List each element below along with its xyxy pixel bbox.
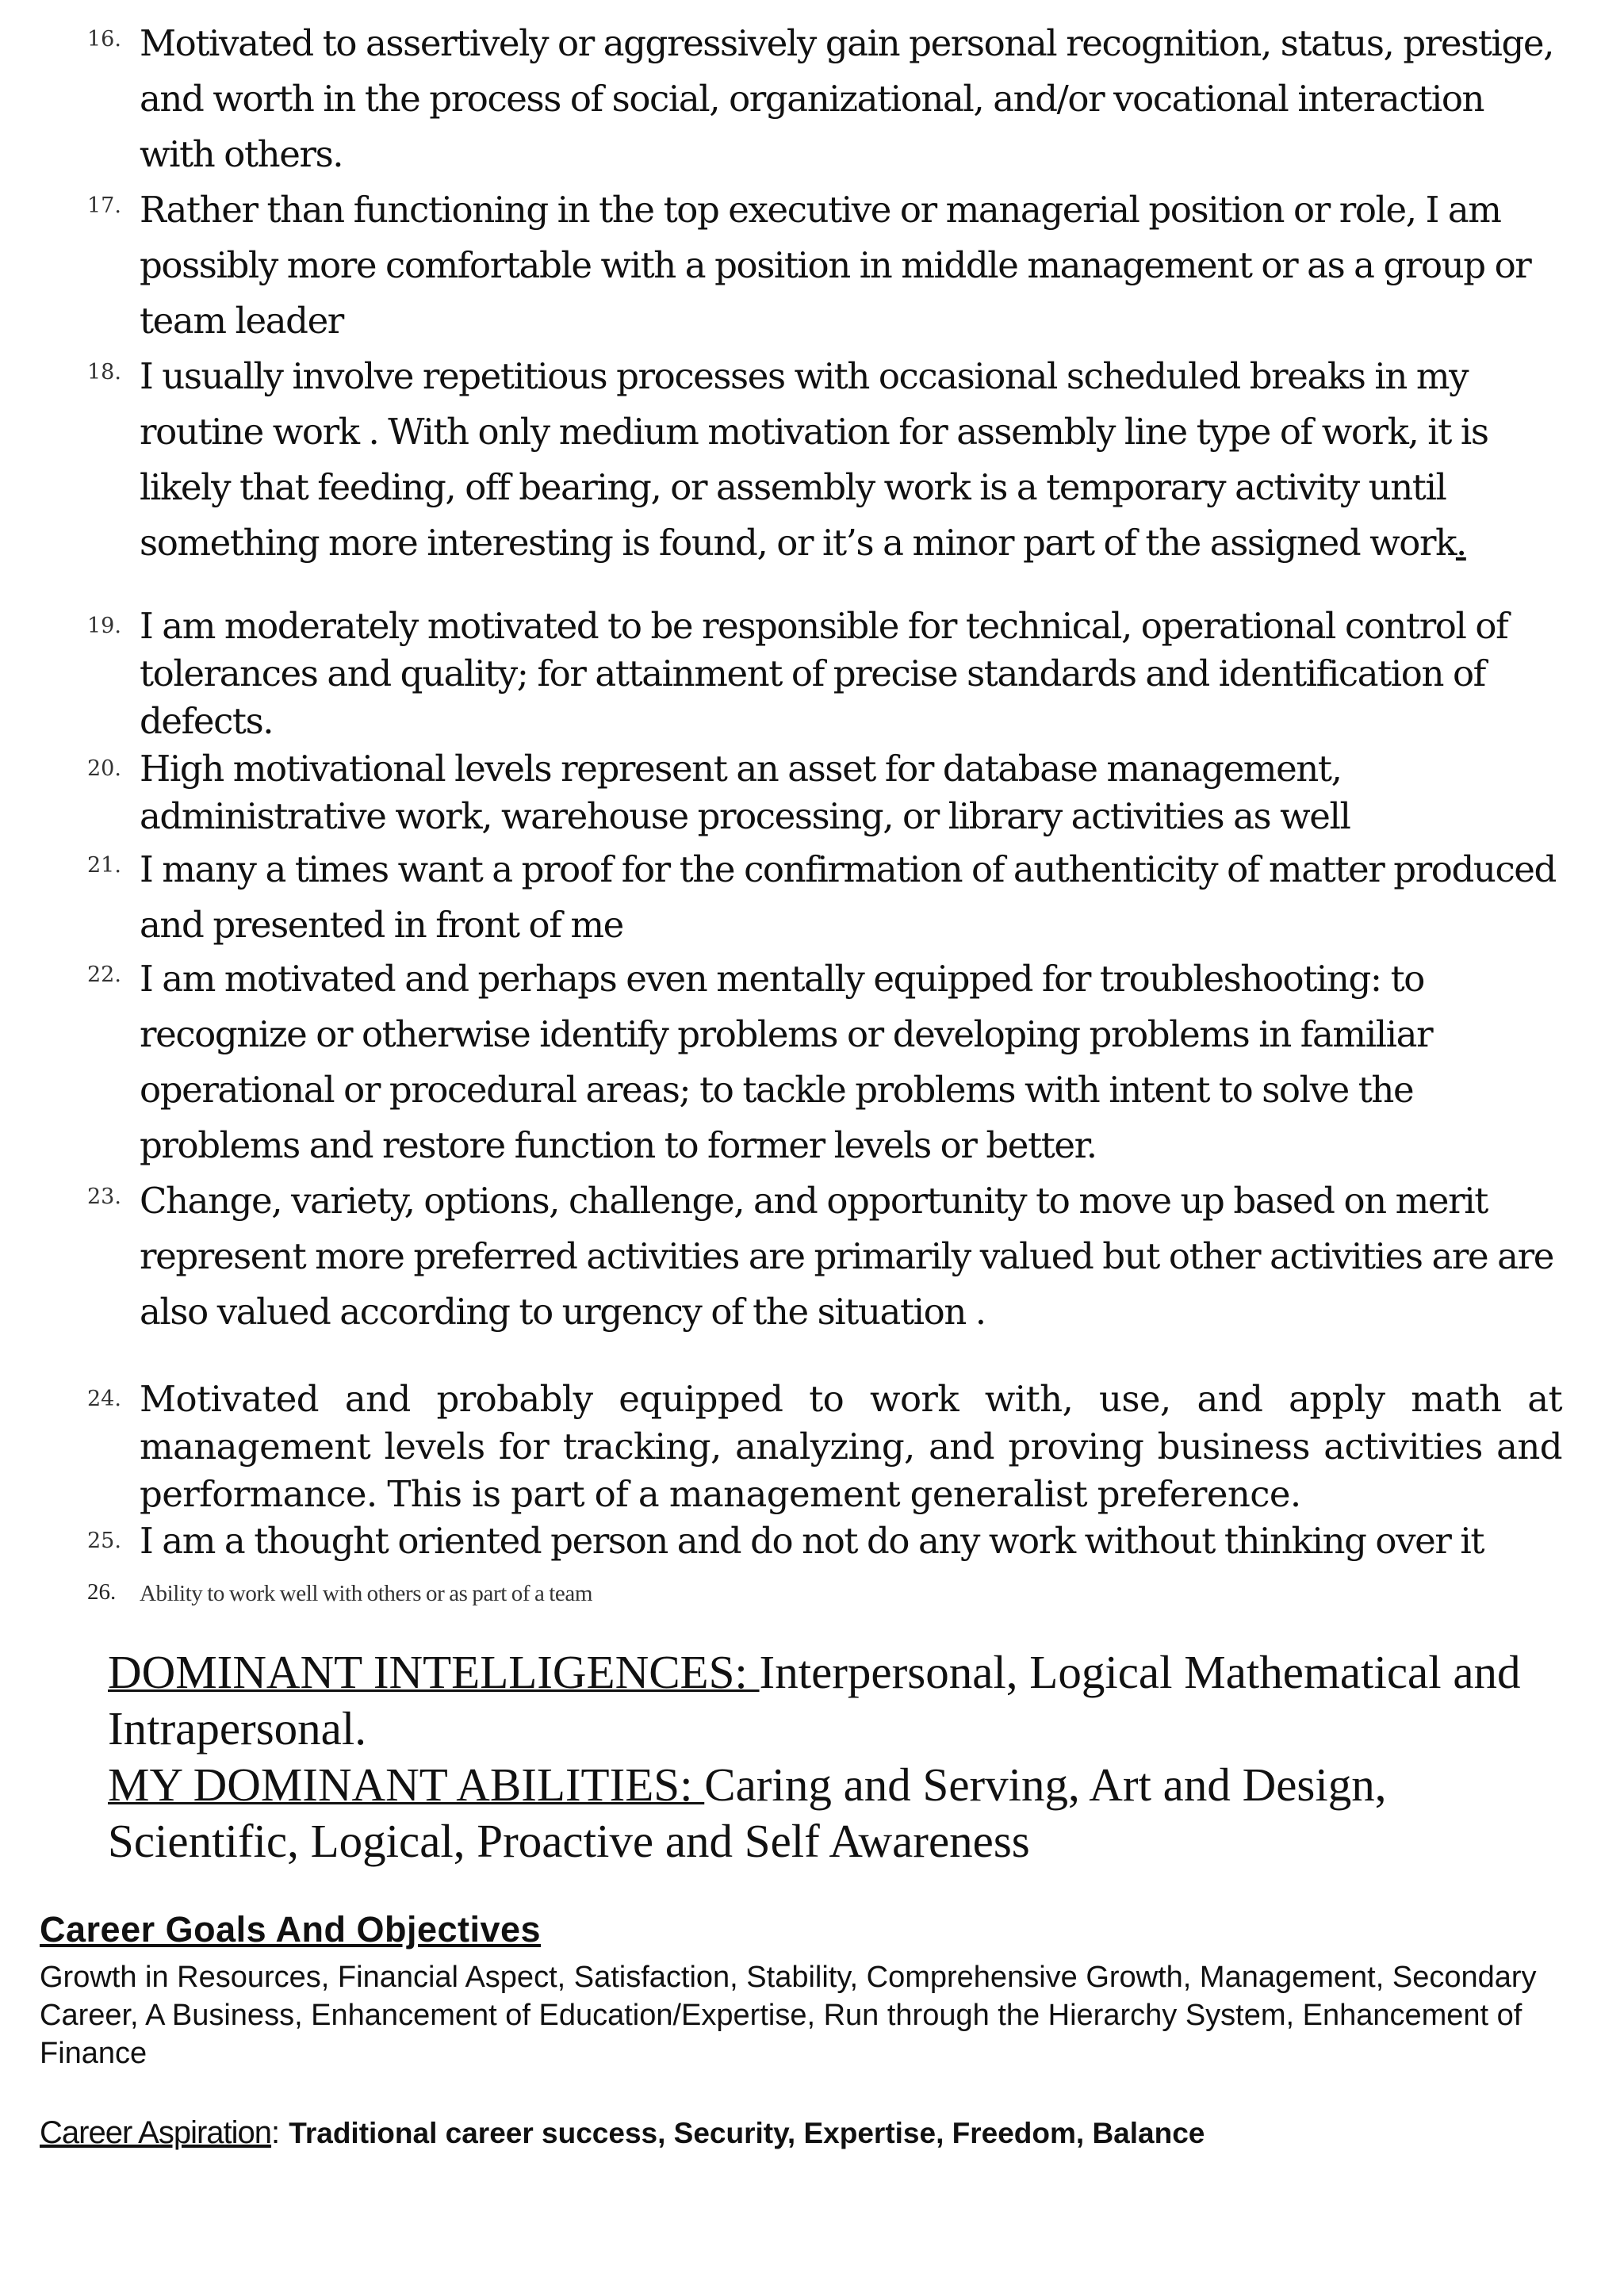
list-text: I am moderately motivated to be responsible for technical, operational control of tolerances and quality; for attainment of precise standards and identification of defects. — [140, 605, 1508, 742]
dominant-abilities-label: MY DOMINANT ABILITIES: — [108, 1758, 705, 1811]
list-item-26 — [87, 1578, 1562, 1609]
list-item-24 — [87, 1376, 1562, 1518]
list-text — [140, 349, 1562, 571]
list-text: Rather than functioning in the top executive or managerial position or role, I am possibly more comfortable with a position in middle management or as a group or team leader — [140, 189, 1531, 342]
list-text: Motivated to assertively or aggressively gain personal recognition, status, prestige, and worth in the process of social, organizational, and/or vocational interaction with others. — [140, 22, 1554, 175]
list-text: I am motivated and perhaps even mentally equipped for troubleshooting: to recognize or otherwise identify problems or developing problems in familiar operational or procedural areas; to tackle problems with intent to solve the problems and restore function to former levels or better. — [140, 958, 1433, 1166]
list-item-18 — [87, 349, 1562, 571]
dominant-intelligences-value: Interpersonal, Logical Mathematical and Intrapersonal. — [108, 1646, 1521, 1755]
career-aspiration — [40, 2112, 1594, 2154]
career-aspiration-values: Traditional career success, Security, Expertise, Freedom, Balance — [289, 2117, 1205, 2149]
list-item-25 — [87, 1517, 1562, 1565]
career-aspiration-separator: : — [271, 2115, 289, 2150]
list-number: 16. — [87, 27, 121, 52]
list-item-23 — [87, 1173, 1562, 1340]
list-text: High motivational levels represent an asset for database management, administrative work, warehouse processing, or library activities as well — [140, 748, 1350, 837]
dominant-section — [108, 1644, 1583, 1869]
list-item-16 — [87, 16, 1562, 182]
list-number: 21. — [87, 853, 121, 878]
list-text-end: . — [1455, 522, 1466, 564]
list-number: 18. — [87, 360, 121, 385]
list-text: Change, variety, options, challenge, and opportunity to move up based on merit represent more preferred activities are primarily valued but other activities are are also valued according to urgency of the situation . — [140, 1180, 1553, 1333]
list-number: 23. — [87, 1184, 121, 1209]
list-number: 17. — [87, 193, 121, 218]
list-number: 25. — [87, 1529, 121, 1553]
dominant-intelligences — [108, 1644, 1583, 1757]
list-text: Ability to work well with others or as part of a team — [140, 1581, 593, 1606]
list-text-main: I usually involve repetitious processes with occasional scheduled breaks in my routine work . With only medium motivation for assembly line type of work, it is likely that feeding, off bearing, or assembly work is a temporary activity until something more interesting is found, or it’s a minor part of the assigned work — [140, 355, 1488, 564]
list-number: 19. — [87, 614, 121, 638]
list-number: 24. — [87, 1387, 121, 1411]
dominant-abilities — [108, 1757, 1583, 1869]
list-number: 22. — [87, 962, 121, 987]
list-number: 20. — [87, 756, 121, 781]
list-text: I many a times want a proof for the confirmation of authenticity of matter produced and presented in front of me — [140, 848, 1556, 946]
list-item-21 — [87, 842, 1562, 953]
career-goals-heading: Career Goals And Objectives — [40, 1909, 542, 1950]
dominant-intelligences-label: DOMINANT INTELLIGENCES: — [108, 1646, 760, 1698]
list-item-17 — [87, 182, 1562, 349]
list-item-22 — [87, 951, 1562, 1173]
career-goals-text: Growth in Resources, Financial Aspect, Satisfaction, Stability, Comprehensive Growth, Management, Secondary Career, A Business, Enhancement of Education/Expertise, Run through the Hierarchy System, Enhancement of Finance — [40, 1961, 1537, 2070]
list-item-19 — [87, 603, 1562, 745]
list-item-20 — [87, 745, 1562, 840]
dominant-abilities-value: Caring and Serving, Art and Design, Scientific, Logical, Proactive and Self Awareness — [108, 1758, 1387, 1867]
list-number: 26. — [87, 1579, 117, 1605]
list-text: I am a thought oriented person and do not do any work without thinking over it — [140, 1520, 1484, 1562]
career-aspiration-label: Career Aspiration — [40, 2115, 272, 2150]
list-text: Motivated and probably equipped to work with, use, and apply math at management levels for tracking, analyzing, and proving business activities and performance. This is part of a management generalist preference. — [140, 1378, 1562, 1515]
